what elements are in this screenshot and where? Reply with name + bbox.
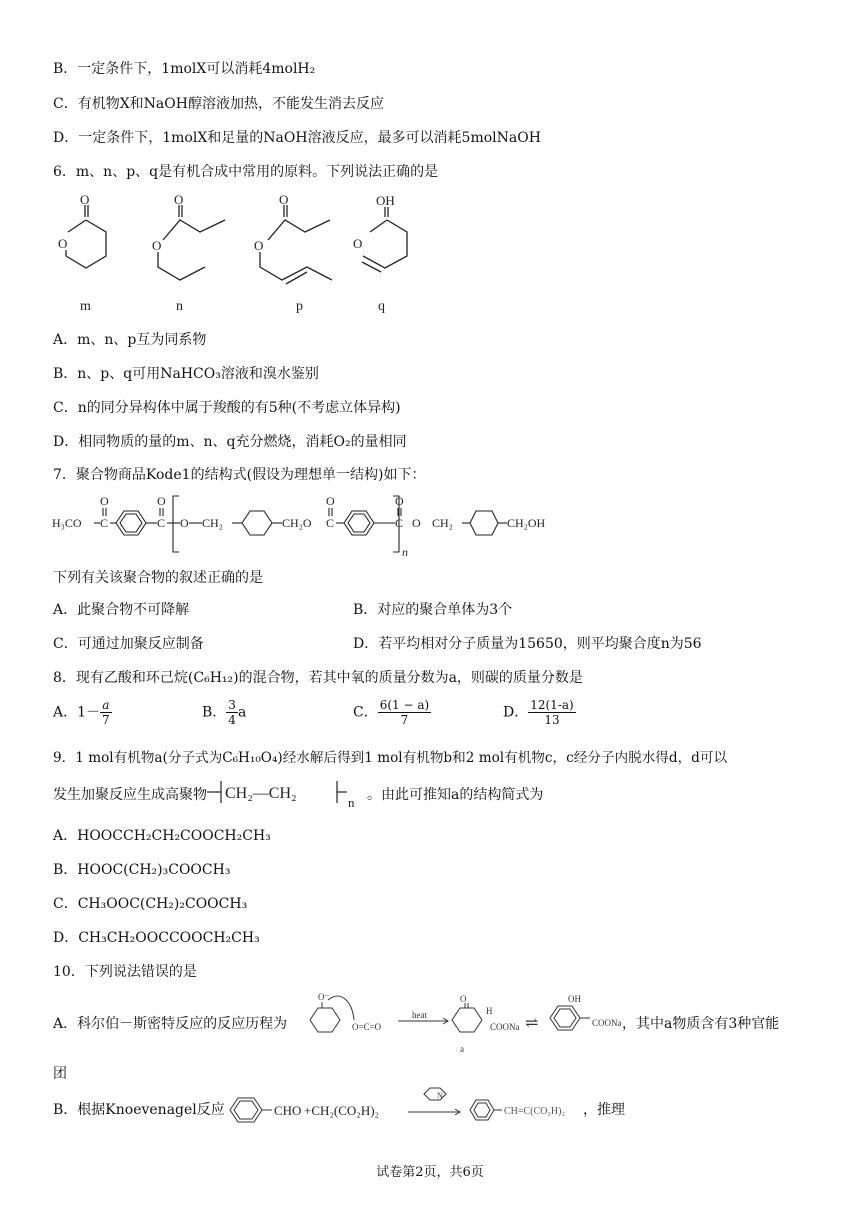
heat-label: heat bbox=[412, 1010, 427, 1020]
group-h3co: H₃CO bbox=[52, 516, 82, 530]
q7-option-c: C．可通过加聚反应制备 bbox=[53, 636, 204, 652]
q10-knoevenagel-scheme bbox=[226, 1084, 621, 1132]
q7-stem: 7．聚合物商品Kode1的结构式(假设为理想单一结构)如下： bbox=[53, 467, 426, 483]
atom-c: C bbox=[100, 516, 109, 530]
q5-option-d: D．一定条件下，1molX和足量的NaOH溶液反应，最多可以消耗5molNaOH bbox=[53, 130, 541, 146]
pyridine-n: N bbox=[437, 1091, 443, 1100]
label-p: p bbox=[296, 299, 303, 314]
atom-o: O bbox=[100, 494, 109, 508]
label-q: q bbox=[378, 299, 385, 314]
q8-option-c bbox=[353, 698, 431, 727]
q7-polymer-formula bbox=[52, 492, 562, 560]
polymer-n: n bbox=[348, 795, 355, 810]
label-m: m bbox=[80, 299, 91, 314]
atom-o: O bbox=[174, 192, 184, 207]
equilibrium-arrow: ⇌ bbox=[525, 1015, 539, 1032]
repeat-n: n bbox=[402, 545, 408, 559]
q9-option-a: A．HOOCCH₂CH₂COOCH₂CH₃ bbox=[53, 828, 271, 844]
q7-question: 下列有关该聚合物的叙述正确的是 bbox=[53, 570, 263, 586]
atom-o: O bbox=[279, 192, 289, 207]
option-label: A． bbox=[53, 704, 78, 721]
atom-h: H bbox=[486, 1006, 493, 1016]
atom-o: O bbox=[460, 994, 467, 1004]
atom-c: C bbox=[326, 516, 335, 530]
numerator: 6(1 − a) bbox=[379, 698, 430, 712]
structure-n bbox=[152, 192, 225, 314]
fraction bbox=[226, 698, 238, 727]
atom-o: O bbox=[157, 494, 166, 508]
structure-q bbox=[353, 193, 407, 314]
option-suffix: a bbox=[237, 704, 247, 721]
option-label: C． bbox=[353, 704, 378, 721]
q10-kolbe-scheme bbox=[300, 990, 620, 1054]
co2: O=C=O bbox=[352, 1022, 382, 1032]
atom-oh: OH bbox=[568, 994, 581, 1004]
q6-option-d: D．相同物质的量的m、n、q充分燃烧，消耗O₂的量相同 bbox=[53, 434, 407, 450]
o-minus: O⁻ bbox=[318, 992, 330, 1002]
q7-option-b: B．对应的聚合单体为3个 bbox=[353, 602, 513, 618]
denominator: 4 bbox=[228, 713, 236, 727]
q8-option-a bbox=[53, 698, 112, 727]
atom-c: C bbox=[157, 516, 166, 530]
q5-option-b: B．一定条件下，1molX可以消耗4molH₂ bbox=[53, 61, 316, 77]
q9-option-d: D．CH₃CH₂OOCCOOCH₂CH₃ bbox=[53, 930, 260, 946]
atom-o: O bbox=[326, 494, 335, 508]
q7-option-d: D．若平均相对分子质量为15650，则平均聚合度n为56 bbox=[353, 636, 702, 652]
atom-c: C bbox=[395, 516, 404, 530]
coona-product: COONa bbox=[592, 1018, 622, 1028]
q6-structures bbox=[40, 192, 420, 320]
atom-o: O bbox=[254, 238, 264, 253]
fraction bbox=[100, 698, 112, 727]
group-ch2oh: CH₂OH bbox=[507, 516, 546, 530]
label-n: n bbox=[176, 299, 183, 314]
q9-stem-part1: 发生加聚反应生成高聚物 bbox=[53, 787, 207, 803]
q6-stem: 6．m、n、p、q是有机合成中常用的原料。下列说法正确的是 bbox=[53, 164, 439, 180]
q5-option-c: C．有机物X和NaOH醇溶液加热，不能发生消去反应 bbox=[53, 96, 384, 112]
fraction bbox=[378, 698, 431, 727]
atom-o: O bbox=[353, 236, 363, 251]
aldehyde-group: CHO bbox=[274, 1103, 302, 1118]
structure-p bbox=[254, 192, 332, 314]
fraction bbox=[528, 698, 575, 727]
q10-option-b-prefix: B．根据Knoevenagel反应 bbox=[53, 1102, 225, 1118]
malonic-acid: +CH₂(CO₂H)₂ bbox=[304, 1103, 380, 1118]
q8-stem: 8．现有乙酸和环己烷(C₆H₁₂)的混合物，若其中氧的质量分数为a，则碳的质量分数是 bbox=[53, 670, 583, 686]
q8-option-b bbox=[202, 698, 246, 727]
q10-option-b-suffix: ，推理 bbox=[583, 1102, 625, 1118]
option-label: B． bbox=[202, 704, 227, 721]
q6-option-a: A．m、n、p互为同系物 bbox=[53, 332, 207, 348]
polymer-formula bbox=[207, 785, 367, 810]
denominator: 7 bbox=[102, 713, 110, 727]
atom-o: O bbox=[395, 494, 404, 508]
q9-stem-line2 bbox=[53, 785, 544, 810]
q9-option-c: C．CH₃OOC(CH₂)₂COOCH₃ bbox=[53, 896, 248, 912]
atom-o: O bbox=[412, 516, 421, 530]
q10-stem: 10．下列说法错误的是 bbox=[53, 964, 197, 980]
q10-option-a-suffix: ，其中a物质含有3种官能 bbox=[622, 1016, 780, 1032]
q10-option-a-prefix: A．科尔伯－斯密特反应的反应历程为 bbox=[53, 1016, 288, 1032]
numerator: 12(1-a) bbox=[530, 698, 574, 712]
option-prefix: 1－ bbox=[77, 704, 101, 721]
condensation-product: CH=C(CO₂H)₂ bbox=[504, 1106, 565, 1117]
atom-o: O bbox=[180, 516, 189, 530]
group-ch2: CH₂ bbox=[202, 516, 223, 530]
q7-option-a: A．此聚合物不可降解 bbox=[53, 602, 190, 618]
option-label: D． bbox=[503, 704, 529, 721]
q9-option-b: B．HOOC(CH₂)₃COOCH₃ bbox=[53, 862, 231, 878]
q8-option-d bbox=[503, 698, 576, 727]
q9-stem-line1: 9．1 mol有机物a(分子式为C₆H₁₀O₄)经水解后得到1 mol有机物b和2 mol有机物c，c经分子内脱水得d，d可以 bbox=[53, 750, 728, 766]
denominator: 7 bbox=[400, 713, 409, 727]
label-a: a bbox=[460, 1044, 464, 1054]
denominator: 13 bbox=[544, 713, 560, 727]
atom-o: O bbox=[58, 236, 68, 251]
coona: COONa bbox=[490, 1022, 520, 1032]
q10-option-a-continued: 团 bbox=[53, 1066, 67, 1082]
atom-o: O bbox=[152, 238, 162, 253]
atom-oh: OH bbox=[376, 193, 395, 208]
q6-option-c: C．n的同分异构体中属于羧酸的有5种(不考虑立体异构) bbox=[53, 400, 401, 416]
q9-stem-part2: 。由此可推知a的结构简式为 bbox=[367, 787, 544, 803]
numerator: 3 bbox=[228, 698, 236, 712]
page-footer: 试卷第2页，共6页 bbox=[376, 1165, 484, 1180]
structure-m bbox=[58, 192, 106, 314]
group-ch2: CH₂ bbox=[432, 516, 453, 530]
polymer-repeat-unit: CH₂—CH₂ bbox=[225, 785, 297, 802]
group-ch2o: CH₂O bbox=[282, 516, 312, 530]
atom-o: O bbox=[80, 192, 90, 207]
q6-option-b: B．n、p、q可用NaHCO₃溶液和溴水鉴别 bbox=[53, 366, 319, 382]
numerator: a bbox=[100, 698, 112, 713]
